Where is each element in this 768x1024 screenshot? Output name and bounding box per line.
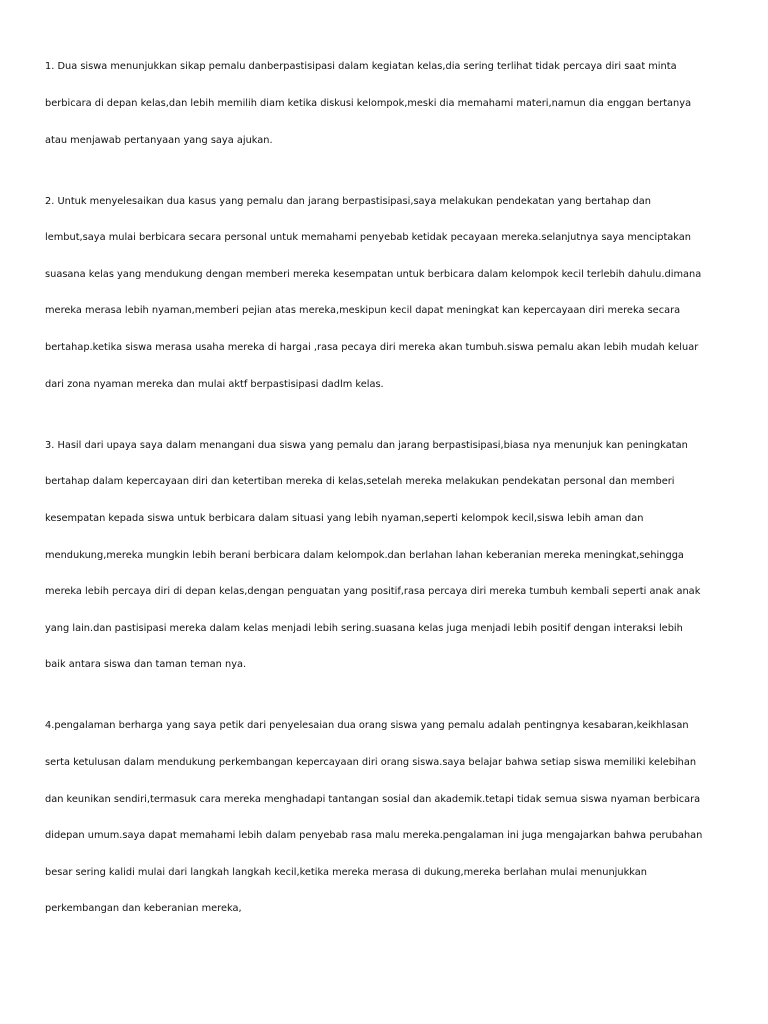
text-line: serta ketulusan dalam mendukung perkembangan kepercayaan diri orang siswa.saya belajar bahwa setiap siswa memiliki kelebihan xyxy=(45,756,697,768)
text-line: mendukung,mereka mungkin lebih berani berbicara dalam kelompok.dan berlahan lahan keberanian mereka meningkat,sehingga xyxy=(45,549,684,561)
text-line: dan keunikan sendiri,termasuk cara mereka menghadapi tantangan sosial dan akademik.tetapi tidak semua siswa nyaman berbicara xyxy=(45,793,701,805)
text-line: kesempatan kepada siswa untuk berbicara dalam situasi yang lebih nyaman,seperti kelompok kecil,siswa lebih aman dan xyxy=(45,512,644,524)
text-line: dari zona nyaman mereka dan mulai aktf berpastisipasi dadlm kelas. xyxy=(45,378,384,390)
text-line: mereka merasa lebih nyaman,memberi pejian atas mereka,meskipun kecil dapat meningkat kan kepercayaan diri mereka secara xyxy=(45,305,681,317)
text-line: atau menjawab pertanyaan yang saya ajukan. xyxy=(45,134,273,146)
text-line: baik antara siswa dan taman teman nya. xyxy=(45,659,247,671)
text-line: lembut,saya mulai berbicara secara personal untuk memahami penyebab ketidak pecayaan mereka.selanjutnya saya menciptakan xyxy=(45,232,692,244)
text-line: suasana kelas yang mendukung dengan memberi mereka kesempatan untuk berbicara dalam kelompok kecil terlebih dahulu.dimana xyxy=(45,268,702,280)
text-line: bertahap.ketika siswa merasa usaha mereka di hargai ,rasa pecaya diri mereka akan tumbuh.siswa pemalu akan lebih mudah keluar xyxy=(45,342,699,354)
text-line: besar sering kalidi mulai dari langkah langkah kecil,ketika mereka merasa di dukung,mereka berlahan mulai menunjukkan xyxy=(45,866,647,878)
paragraph-1 xyxy=(45,37,728,171)
text-line: 4.pengalaman berharga yang saya petik dari penyelesaian dua orang siswa yang pemalu adalah pentingnya kesabaran,keikhlasan xyxy=(45,720,689,732)
text-line: perkembangan dan keberanian mereka, xyxy=(45,903,242,915)
text-line: yang lain.dan pastisipasi mereka dalam kelas menjadi lebih sering.suasana kelas juga menjadi lebih positif dengan interaksi lebih xyxy=(45,622,683,634)
paragraph-4 xyxy=(45,696,728,940)
text-line: 3. Hasil dari upaya saya dalam menangani dua siswa yang pemalu dan jarang berpastisipasi,biasa nya menunjuk kan peningkatan xyxy=(45,439,688,451)
text-line: didepan umum.saya dapat memahami lebih dalam penyebab rasa malu mereka.pengalaman ini juga mengajarkan bahwa perubahan xyxy=(45,830,703,842)
text-line: mereka lebih percaya diri di depan kelas,dengan penguatan yang positif,rasa percaya diri mereka tumbuh kembali seperti anak anak xyxy=(45,586,701,598)
text-line: 1. Dua siswa menunjukkan sikap pemalu danberpastisipasi dalam kegiatan kelas,dia sering terlihat tidak percaya diri saat minta xyxy=(45,61,677,73)
text-line: bertahap dalam kepercayaan diri dan ketertiban mereka di kelas,setelah mereka melakukan pendekatan personal dan memberi xyxy=(45,476,675,488)
paragraph-2 xyxy=(45,171,728,415)
text-line: 2. Untuk menyelesaikan dua kasus yang pemalu dan jarang berpastisipasi,saya melakukan pendekatan yang bertahap dan xyxy=(45,195,651,207)
paragraph-3 xyxy=(45,415,728,696)
text-line: berbicara di depan kelas,dan lebih memilih diam ketika diskusi kelompok,meski dia memahami materi,namun dia enggan bertanya xyxy=(45,98,692,110)
